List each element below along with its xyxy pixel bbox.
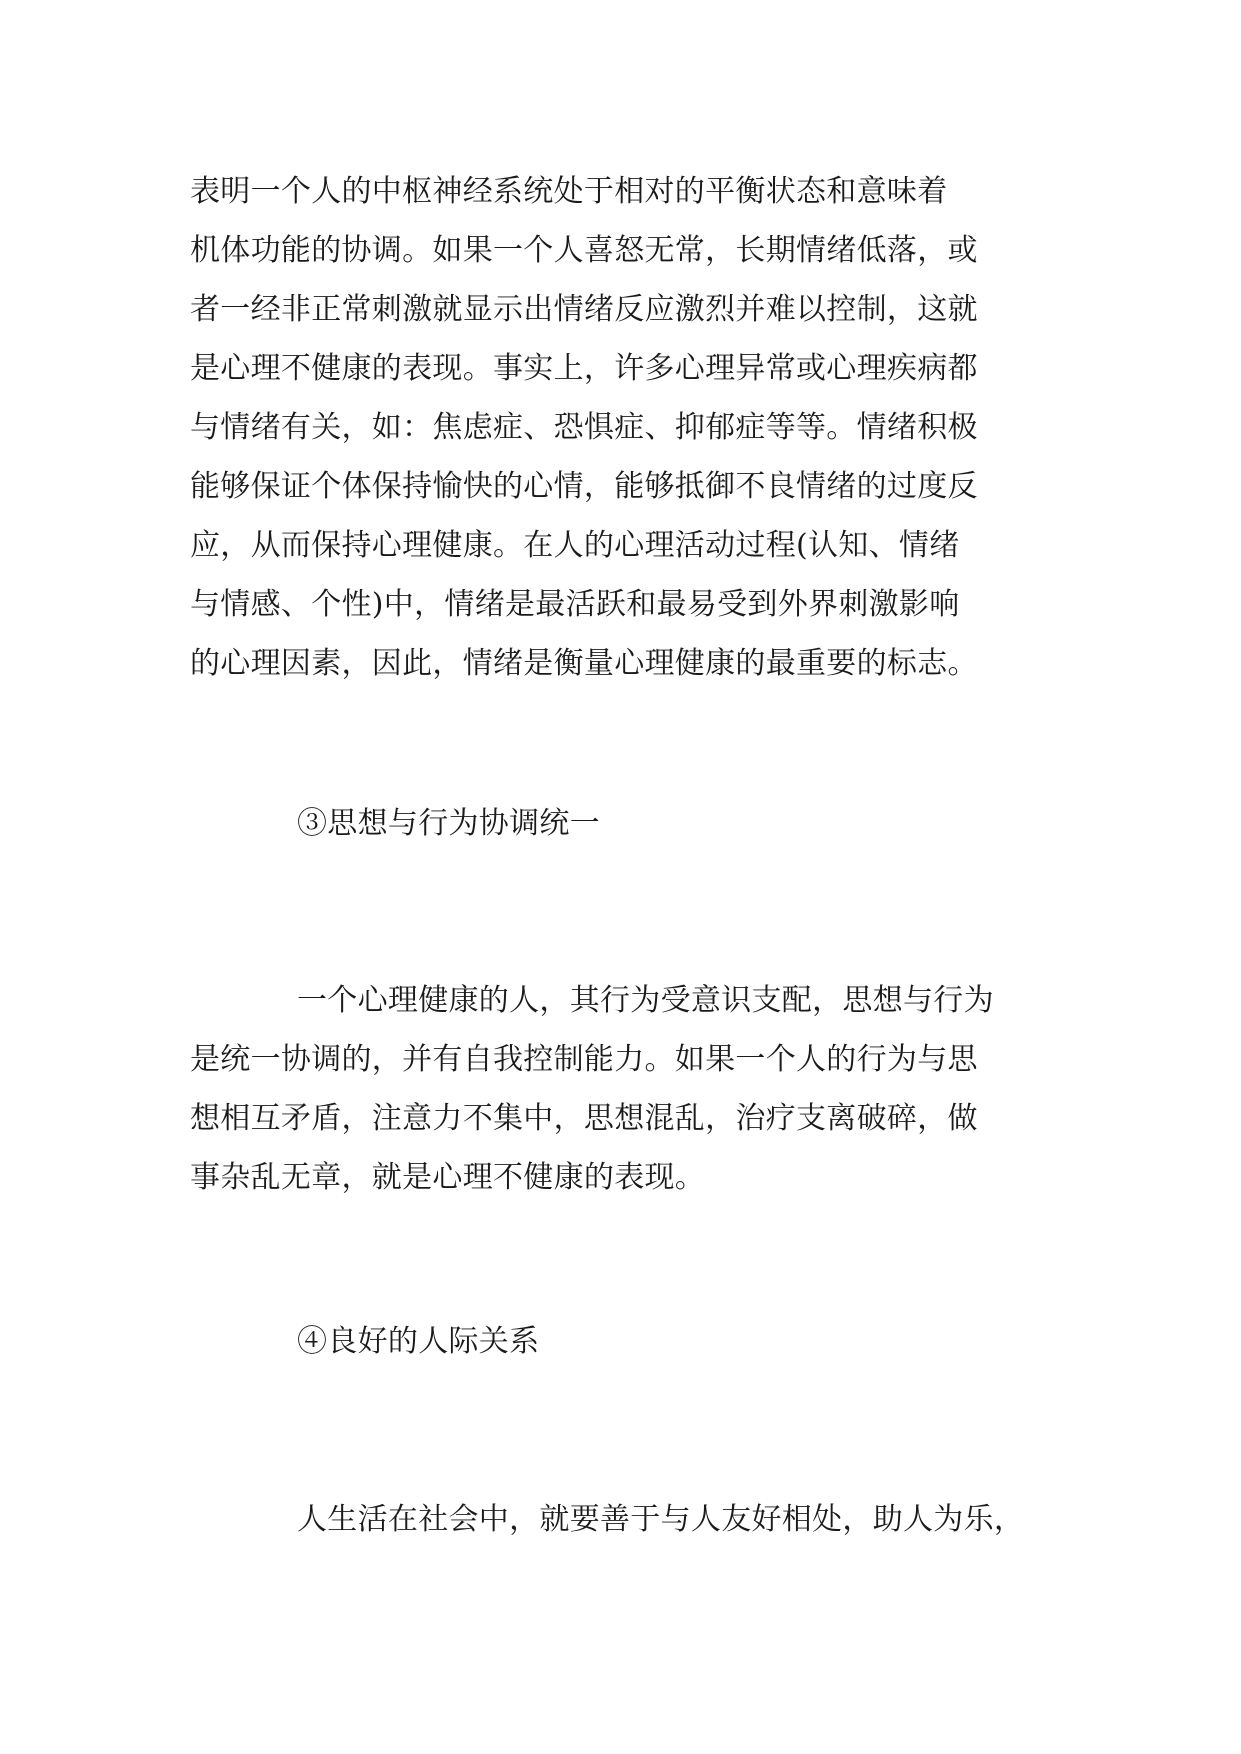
section-heading: ③思想与行为协调统一 (297, 806, 600, 841)
paragraph-line: 者一经非正常刺激就显示出情绪反应激烈并难以控制，这就 (190, 292, 978, 327)
paragraph-line: 与情感、个性)中，情绪是最活跃和最易受到外界刺激影响 (190, 587, 960, 622)
paragraph-line: 事杂乱无章，就是心理不健康的表现。 (190, 1160, 706, 1195)
paragraph-line: 一个心理健康的人，其行为受意识支配，思想与行为 (297, 983, 994, 1018)
paragraph-line: 与情绪有关，如：焦虑症、恐惧症、抑郁症等等。情绪积极 (190, 410, 978, 445)
paragraph-line: 应，从而保持心理健康。在人的心理活动过程(认知、情绪 (190, 528, 960, 563)
paragraph-line: 人生活在社会中，就要善于与人友好相处，助人为乐， (297, 1502, 1025, 1537)
paragraph-line: 是心理不健康的表现。事实上，许多心理异常或心理疾病都 (190, 351, 978, 386)
paragraph-line: 表明一个人的中枢神经系统处于相对的平衡状态和意味着 (190, 174, 948, 209)
paragraph-line: 的心理因素，因此，情绪是衡量心理健康的最重要的标志。 (190, 646, 978, 681)
paragraph-line: 机体功能的协调。如果一个人喜怒无常，长期情绪低落，或 (190, 233, 978, 268)
paragraph-line: 是统一协调的，并有自我控制能力。如果一个人的行为与思 (190, 1042, 978, 1077)
paragraph-line: 想相互矛盾，注意力不集中，思想混乱，治疗支离破碎，做 (190, 1101, 978, 1136)
paragraph-line: 能够保证个体保持愉快的心情，能够抵御不良情绪的过度反 (190, 469, 978, 504)
section-heading: ④良好的人际关系 (297, 1324, 540, 1359)
